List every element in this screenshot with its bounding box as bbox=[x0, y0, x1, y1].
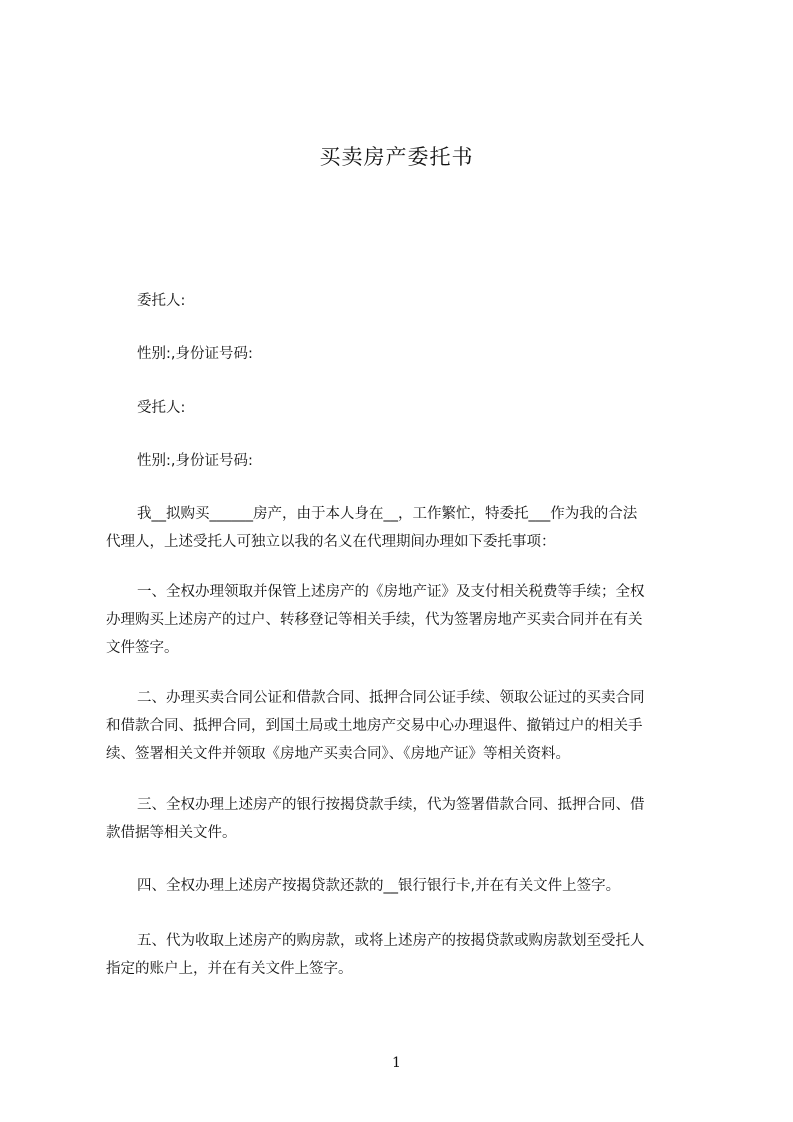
agent-label: 受托人: bbox=[137, 400, 186, 416]
item-paragraph-5 bbox=[106, 927, 700, 983]
item-paragraph-3 bbox=[106, 791, 700, 847]
agent-id-label: 性别:,身份证号码: bbox=[137, 453, 253, 469]
item-paragraph-2 bbox=[106, 684, 700, 768]
item-line: 续、签署相关文件并领取《房地产买卖合同》、《房地产证》等相关资料。 bbox=[106, 746, 570, 762]
document-title: 买卖房产委托书 bbox=[319, 145, 474, 169]
intro-line: 代理人，上述受托人可独立以我的名义在代理期间办理如下委托事项： bbox=[106, 534, 556, 550]
intro-paragraph bbox=[106, 500, 700, 556]
item-line: 五、代为收取上述房产的购房款，或将上述房产的按揭贷款或购房款划至受托人 bbox=[137, 933, 645, 949]
intro-line: 我__拟购买______房产，由于本人身在__，工作繁忙，特委托___作为我的合法 bbox=[137, 506, 638, 522]
item-paragraph-1 bbox=[106, 578, 700, 662]
item-line: 三、全权办理上述房产的银行按揭贷款手续，代为签署借款合同、抵押合同、借 bbox=[137, 797, 645, 813]
page-number: 1 bbox=[392, 1055, 401, 1071]
item-paragraph-4 bbox=[106, 872, 700, 900]
item-line: 款借据等相关文件。 bbox=[106, 825, 237, 841]
principal-label: 委托人: bbox=[137, 293, 186, 309]
item-line: 文件签字。 bbox=[106, 640, 179, 656]
principal-id-label: 性别:,身份证号码: bbox=[137, 346, 253, 362]
item-line: 二、办理买卖合同公证和借款合同、抵押合同公证手续、领取公证过的买卖合同 bbox=[137, 690, 645, 706]
item-line: 一、全权办理领取并保管上述房产的《房地产证》及支付相关税费等手续；全权 bbox=[137, 584, 645, 600]
item-line: 四、全权办理上述房产按揭贷款还款的__银行银行卡,并在有关文件上签字。 bbox=[137, 878, 621, 894]
item-line: 和借款合同、抵押合同，到国土局或土地房产交易中心办理退件、撤销过户的相关手 bbox=[106, 718, 643, 734]
item-line: 办理购买上述房产的过户、转移登记等相关手续，代为签署房地产买卖合同并在有关 bbox=[106, 612, 643, 628]
item-line: 指定的账户上，并在有关文件上签字。 bbox=[106, 961, 353, 977]
